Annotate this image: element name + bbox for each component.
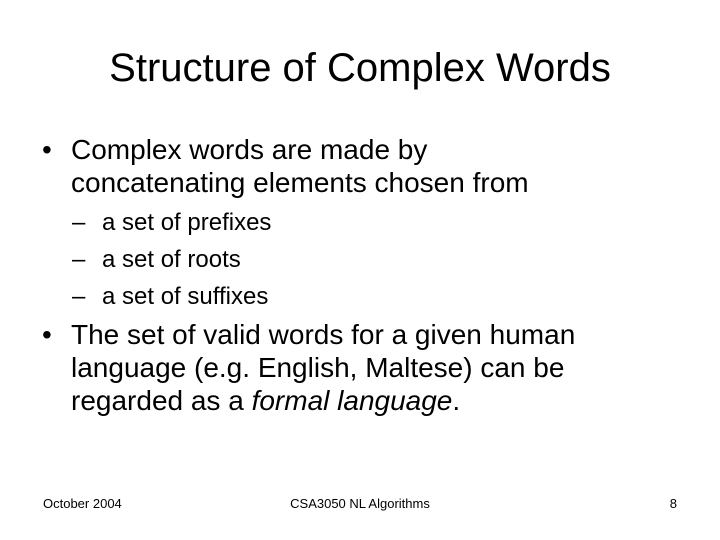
bullet-line-prefix: regarded as a: [71, 385, 252, 416]
sub-item-text: a set of roots: [102, 246, 241, 273]
bullet-line: [71, 384, 575, 417]
sub-item-suffixes: [72, 278, 271, 315]
emphasis-formal-language: formal language: [251, 385, 453, 416]
bullet-line: The set of valid words for a given human: [71, 319, 576, 350]
bullet-mark: •: [42, 319, 52, 350]
footer-date: October 2004: [43, 496, 122, 511]
footer-course: CSA3050 NL Algorithms: [290, 496, 430, 511]
sub-item-roots: [72, 241, 271, 278]
bullet-valid-words: [42, 318, 575, 417]
bullet-mark: •: [42, 134, 52, 165]
sub-bullet-list: [72, 204, 271, 315]
bullet-line: concatenating elements chosen from: [71, 167, 529, 198]
dash-mark: –: [72, 209, 86, 236]
dash-mark: –: [72, 283, 86, 310]
bullet-line: language (e.g. English, Maltese) can be: [71, 352, 565, 383]
sub-item-text: a set of suffixes: [102, 283, 269, 310]
slide-title: Structure of Complex Words: [109, 46, 611, 90]
sub-item-text: a set of prefixes: [102, 209, 272, 236]
bullet-line-suffix: .: [452, 385, 461, 416]
bullet-complex-words: [42, 133, 529, 199]
dash-mark: –: [72, 246, 86, 273]
footer-page-number: 8: [669, 496, 677, 511]
bullet-line: Complex words are made by: [71, 134, 428, 165]
sub-item-prefixes: [72, 204, 271, 241]
